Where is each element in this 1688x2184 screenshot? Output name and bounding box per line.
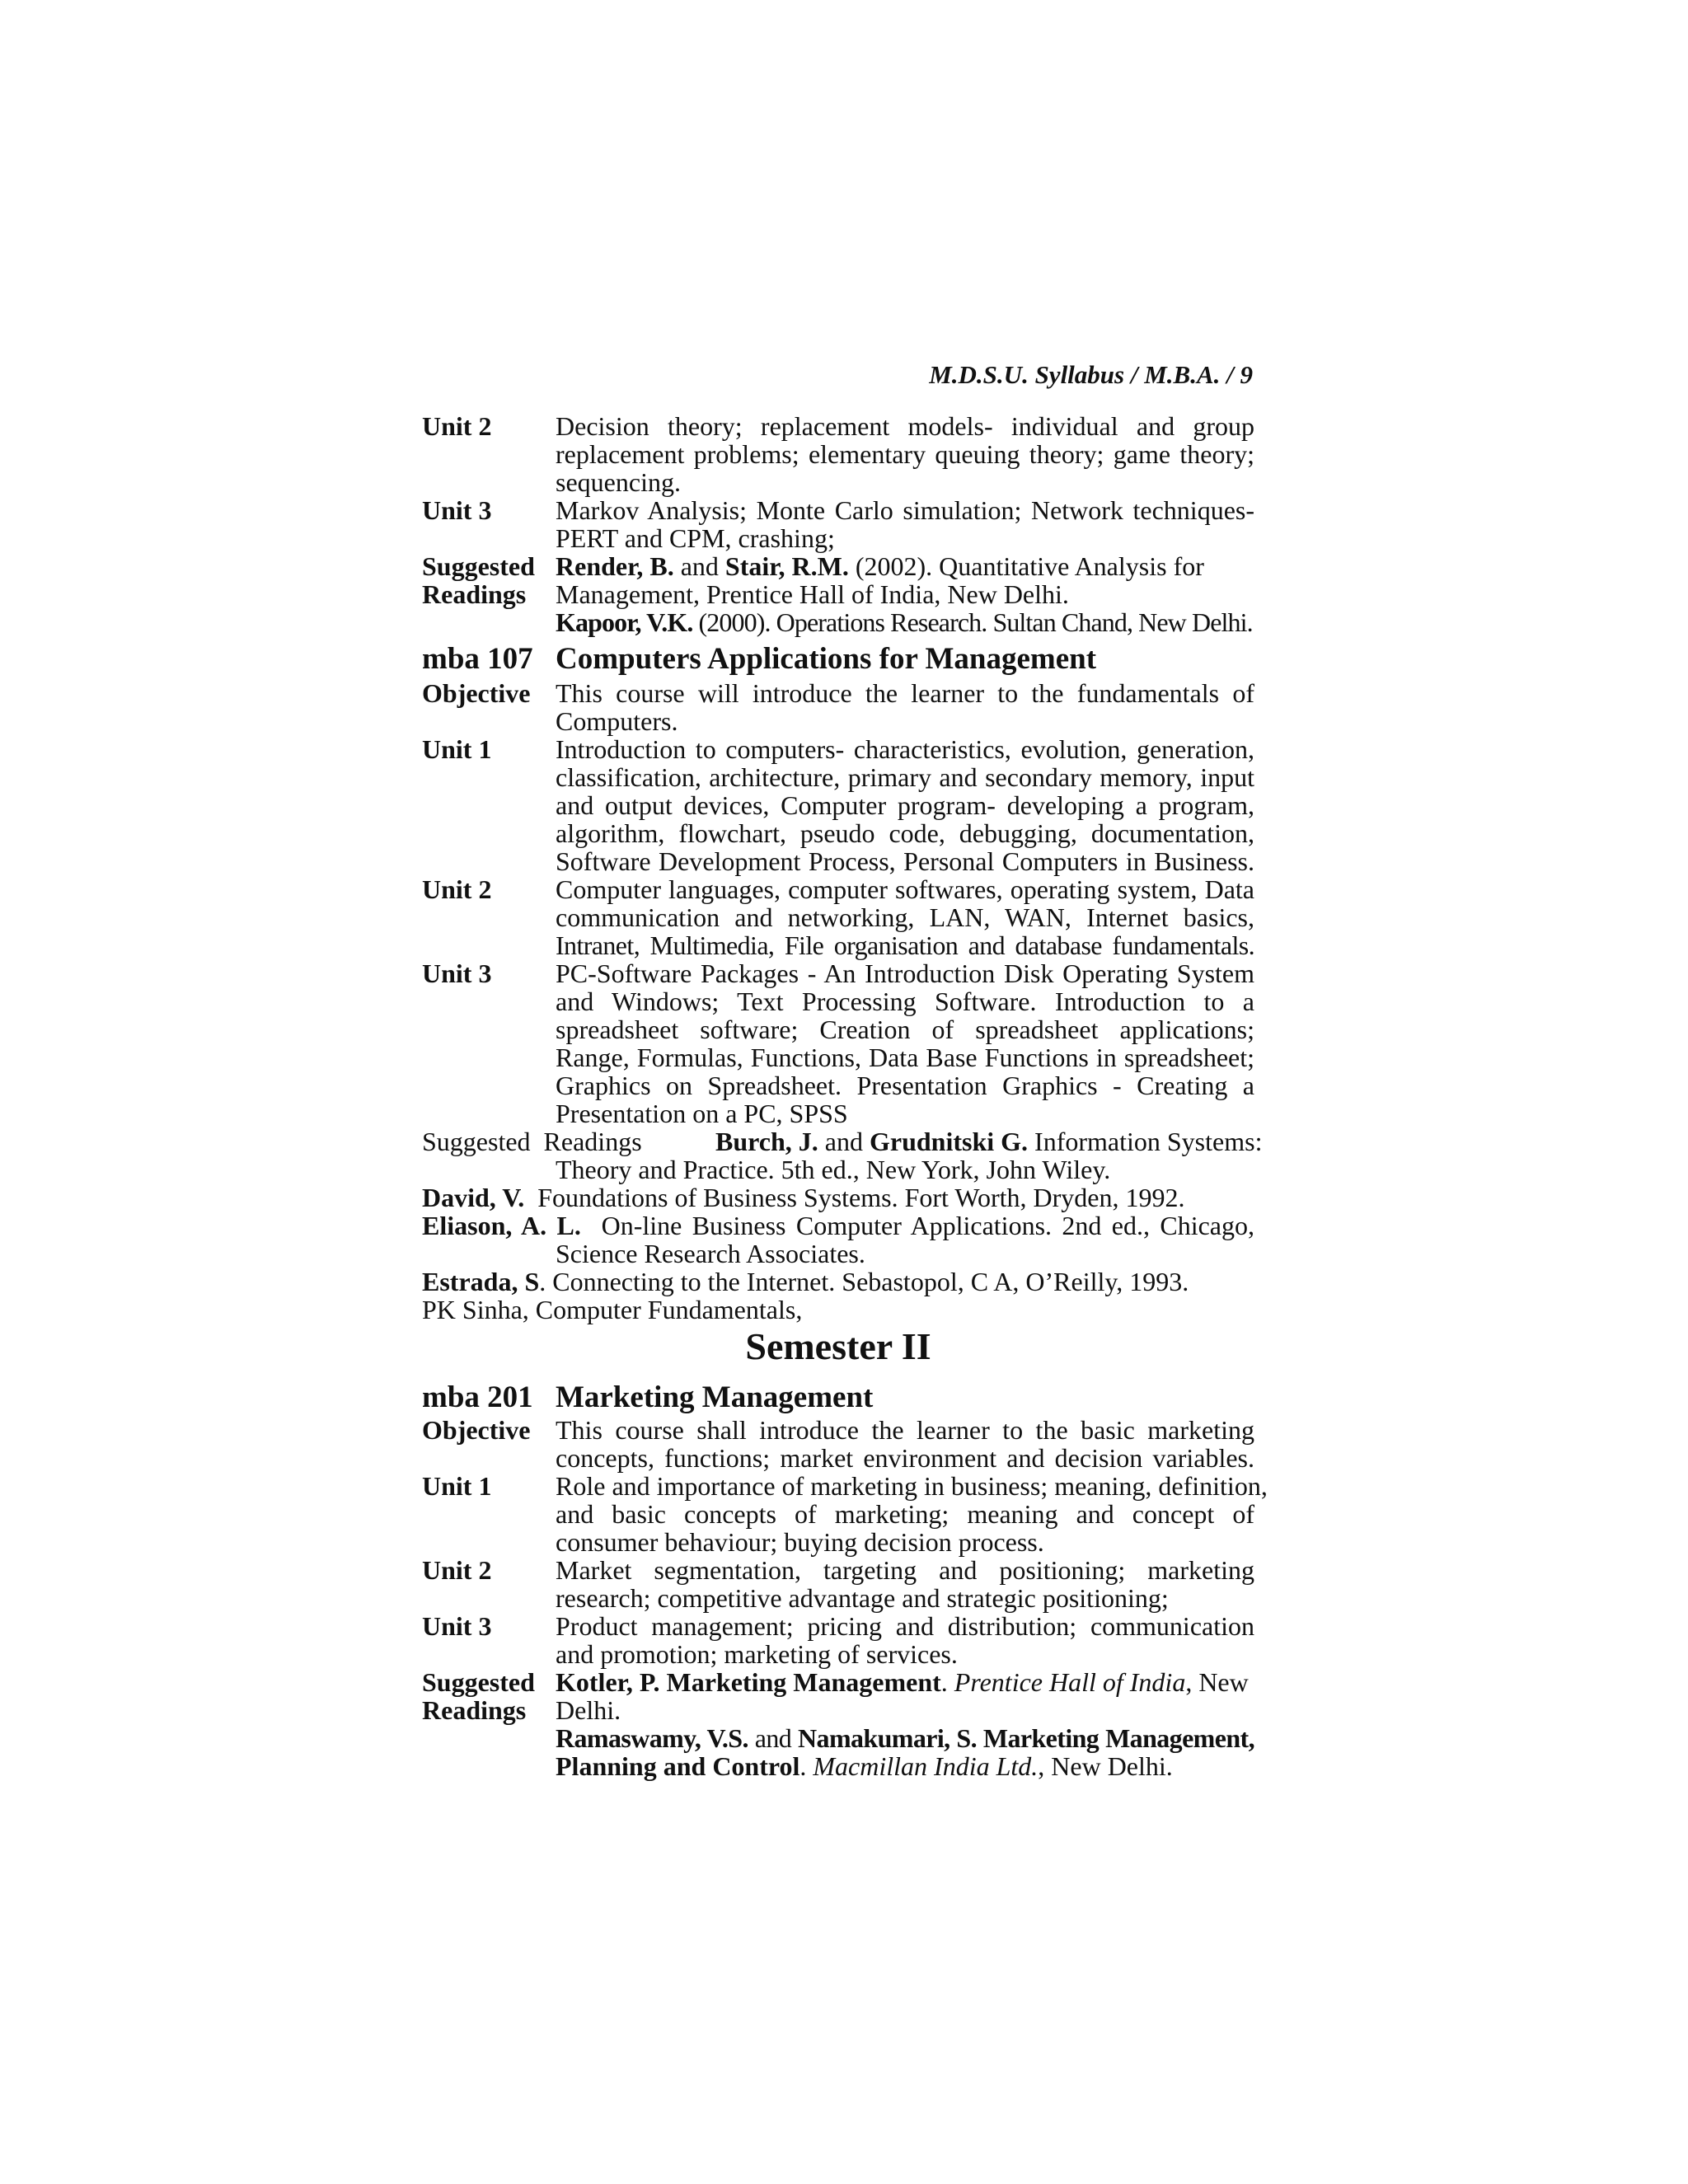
unit-2-label: Unit 2: [422, 874, 492, 904]
unit-3-text-line: Product management; pricing and distribution; communication: [556, 1611, 1254, 1641]
unit-3-text-line: PC-Software Packages - An Introduction Disk Operating System: [556, 958, 1254, 988]
unit-3-text-line: PERT and CPM, crashing;: [556, 523, 835, 553]
suggested-readings-label: Suggested Readings: [422, 1127, 642, 1156]
unit-2-text-line: communication and networking, LAN, WAN, Internet basics,: [556, 902, 1254, 932]
semester-heading: Semester II: [745, 1325, 931, 1367]
unit-2-label: Unit 2: [422, 1555, 492, 1585]
citation-author: Eliason, A. L.: [422, 1211, 581, 1240]
objective-label: Objective: [422, 678, 531, 708]
unit-3-label: Unit 3: [422, 1611, 492, 1641]
citation-author: Render, B.: [556, 551, 674, 581]
unit-1-text-line: Role and importance of marketing in business; meaning, definition,: [556, 1471, 1268, 1501]
unit-2-text-line: Computer languages, computer softwares, operating system, Data: [556, 874, 1254, 904]
reading-citation: David, V. Foundations of Business Systems. Fort Worth, Dryden, 1992.: [422, 1183, 1185, 1212]
course-title: Marketing Management: [556, 1380, 874, 1414]
citation-title: Kotler, P. Marketing Management: [556, 1667, 941, 1697]
unit-2-label: Unit 2: [422, 411, 492, 441]
unit-1-text-line: and basic concepts of marketing; meaning and concept of: [556, 1499, 1254, 1529]
objective-text-line: This course shall introduce the learner to the basic marketing: [556, 1415, 1254, 1445]
course-code: mba 107: [422, 642, 533, 676]
unit-1-label: Unit 1: [422, 734, 492, 764]
objective-text-line: concepts, functions; market environment and decision variables.: [556, 1443, 1254, 1473]
unit-2-text-line: research; competitive advantage and strategic positioning;: [556, 1583, 1169, 1613]
citation-title: Namakumari, S. Marketing Management,: [798, 1723, 1254, 1753]
citation-author: Stair, R.M.: [724, 551, 849, 581]
reading-citation-line: Management, Prentice Hall of India, New Delhi.: [556, 579, 1069, 609]
citation-publisher: Macmillan India Ltd.: [813, 1751, 1039, 1781]
unit-1-label: Unit 1: [422, 1471, 492, 1501]
unit-1-text-line: and output devices, Computer program- developing a program,: [556, 790, 1254, 820]
unit-3-text-line: and promotion; marketing of services.: [556, 1639, 958, 1669]
citation-author: Grudnitski G.: [869, 1127, 1029, 1156]
citation-author: Ramaswamy, V.S.: [556, 1723, 748, 1753]
objective-text-line: Computers.: [556, 706, 678, 736]
unit-3-text-line: Presentation on a PC, SPSS: [556, 1099, 848, 1128]
reading-citation: Kotler, P. Marketing Management. Prentice Hall of India, New: [556, 1667, 1249, 1697]
unit-2-text-line: Decision theory; replacement models- individual and group: [556, 411, 1254, 441]
reading-citation: Render, B. and Stair, R.M. (2002). Quantitative Analysis for: [556, 551, 1204, 581]
unit-1-text-line: consumer behaviour; buying decision process.: [556, 1527, 1044, 1557]
unit-2-text-line: sequencing.: [556, 467, 681, 497]
reading-citation: Estrada, S. Connecting to the Internet. Sebastopol, C A, O’Reilly, 1993.: [422, 1267, 1189, 1296]
unit-3-text-line: Range, Formulas, Functions, Data Base Functions in spreadsheet;: [556, 1043, 1254, 1072]
reading-citation: PK Sinha, Computer Fundamentals,: [422, 1295, 803, 1324]
unit-1-text-line: algorithm, flowchart, pseudo code, debugging, documentation,: [556, 818, 1254, 848]
suggested-readings-label: Suggested: [422, 1667, 535, 1697]
reading-citation-line: Science Research Associates.: [556, 1239, 865, 1268]
unit-3-text-line: spreadsheet software; Creation of spreadsheet applications;: [556, 1015, 1254, 1044]
suggested-readings-label: Readings: [422, 579, 527, 609]
unit-2-text-line: replacement problems; elementary queuing theory; game theory;: [556, 439, 1254, 469]
reading-citation: Burch, J. and Grudnitski G. Information Systems:: [715, 1127, 1263, 1156]
citation-title: Planning and Control: [556, 1751, 800, 1781]
unit-2-text-line: Market segmentation, targeting and positioning; marketing: [556, 1555, 1254, 1585]
citation-author: Kapoor, V.K.: [556, 607, 693, 637]
unit-3-text-line: and Windows; Text Processing Software. Introduction to a: [556, 987, 1254, 1016]
course-code: mba 201: [422, 1380, 533, 1414]
course-title: Computers Applications for Management: [556, 642, 1097, 676]
reading-citation: Kapoor, V.K. (2000). Operations Research. Sultan Chand, New Delhi.: [556, 607, 1253, 637]
unit-1-text-line: classification, architecture, primary and secondary memory, input: [556, 762, 1254, 792]
unit-3-label: Unit 3: [422, 958, 492, 988]
citation-author: Burch, J.: [715, 1127, 818, 1156]
unit-2-text-line: Intranet, Multimedia, File organisation and database fundamentals.: [556, 930, 1254, 960]
citation-author: Estrada, S: [422, 1267, 540, 1296]
unit-3-text-line: Markov Analysis; Monte Carlo simulation; Network techniques-: [556, 495, 1254, 525]
running-header: M.D.S.U. Syllabus / M.B.A. / 9: [929, 360, 1253, 389]
suggested-readings-label: Suggested: [422, 551, 535, 581]
citation-author: David, V.: [422, 1183, 525, 1212]
unit-3-text-line: Graphics on Spreadsheet. Presentation Graphics - Creating a: [556, 1071, 1254, 1100]
reading-citation-line: Delhi.: [556, 1695, 621, 1725]
objective-label: Objective: [422, 1415, 531, 1445]
unit-1-text-line: Software Development Process, Personal Computers in Business.: [556, 846, 1254, 876]
reading-citation-line: Planning and Control. Macmillan India Ltd., New Delhi.: [556, 1751, 1173, 1781]
reading-citation: Ramaswamy, V.S. and Namakumari, S. Marketing Management,: [556, 1723, 1254, 1753]
citation-publisher: Prentice Hall of India: [954, 1667, 1186, 1697]
unit-3-label: Unit 3: [422, 495, 492, 525]
reading-citation: Eliason, A. L. On-line Business Computer Applications. 2nd ed., Chicago,: [422, 1211, 1255, 1240]
suggested-readings-label: Readings: [422, 1695, 527, 1725]
objective-text-line: This course will introduce the learner to the fundamentals of: [556, 678, 1254, 708]
unit-1-text-line: Introduction to computers- characteristics, evolution, generation,: [556, 734, 1254, 764]
reading-citation-line: Theory and Practice. 5th ed., New York, John Wiley.: [556, 1155, 1111, 1184]
